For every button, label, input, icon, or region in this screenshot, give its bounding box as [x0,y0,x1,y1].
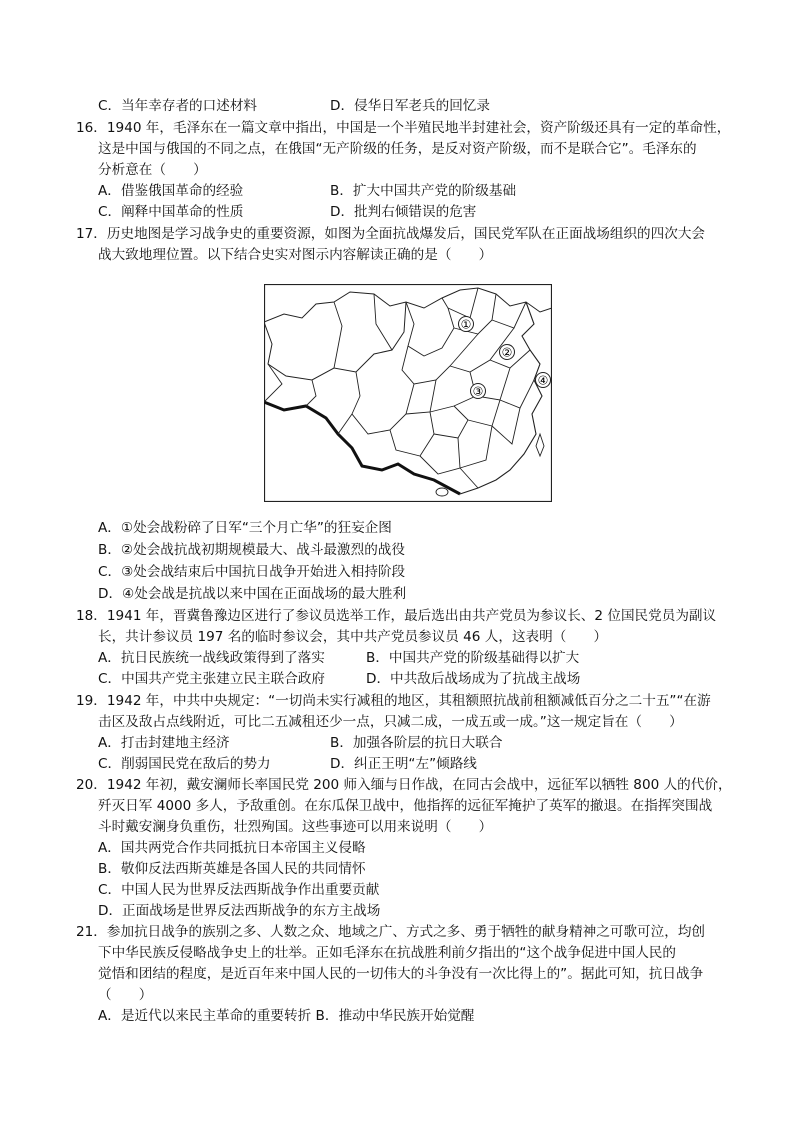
q21-stem-line-2: 下中华民族反侵略战争史上的壮举。正如毛泽东在抗战胜利前夕指出的“这个战争促进中国人民的 [98,945,676,961]
q21-stem-line-4: （ ） [98,987,153,1003]
q17-option-a: A．①处会战粉碎了日军“三个月亡华”的狂妄企图 [98,520,392,536]
q16-stem-line-3: 分析意在（ ） [98,162,207,178]
q19-stem-line-1: 19．1942 年，中共中央规定：“一切尚未实行减租的地区，其租额照抗战前租额减低百分之二十五”“在游 [76,693,711,709]
q17-option-d: D．④处会战是抗战以来中国在正面战场的最大胜利 [98,586,407,602]
q18-stem-line-1: 18．1941 年，晋冀鲁豫边区进行了参议员选举工作，最后选出由共产党员为参议长、2 位国民党员为副议 [76,608,717,624]
q18-stem-line-2: 长，共计参议员 197 名的临时参议会，其中共产党员参议员 46 人，这表明（ ） [98,629,608,645]
q20-stem-line-3: 斗时戴安澜身负重伤，壮烈殉国。这些事迹可以用来说明（ ） [98,819,493,835]
q17-option-c: C．③处会战结束后中国抗日战争开始进入相持阶段 [98,564,406,580]
q21-stem-line-3: 觉悟和团结的程度，是近百年来中国人民的一切伟大的斗争没有一次比得上的”。据此可知，抗日战争 [98,966,704,982]
q20-option-a: A．国共两党合作共同抵抗日本帝国主义侵略 [98,840,366,856]
q19-stem-line-2: 击区及敌占点线附近，可比二五减租还少一点，只减二成，一成五或一成。”这一规定旨在（ ） [98,714,683,730]
map-marker-3 [471,384,486,399]
q18-option-b: B．中国共产党的阶级基础得以扩大 [366,650,580,666]
q21-options-a-b: A．是近代以来民主革命的重要转折 B．推动中华民族开始觉醒 [98,1008,475,1024]
q17-stem-line-1: 17．历史地图是学习战争史的重要资源，如图为全面抗战爆发后，国民党军队在正面战场组织的四次大会 [76,226,706,242]
map-marker-1 [459,317,474,332]
q20-option-d: D．正面战场是世界反法西斯战争的东方主战场 [98,903,381,919]
q20-stem-line-2: 歼灭日军 4000 多人，予敌重创。在东瓜保卫战中，他指挥的远征军掩护了英军的撤退。在指挥突围战 [98,798,713,814]
q20-option-b: B．敬仰反法西斯英雄是各国人民的共同情怀 [98,861,366,877]
q16-option-b: B．扩大中国共产党的阶级基础 [330,183,517,199]
svg-text:①: ① [460,317,472,332]
q20-option-c: C．中国人民为世界反法西斯战争作出重要贡献 [98,882,380,898]
q19-option-a: A．打击封建地主经济 [98,735,230,751]
svg-text:③: ③ [472,384,484,399]
q16-option-d: D．批判右倾错误的危害 [330,204,477,220]
map-marker-2 [500,345,515,360]
q20-stem-line-1: 20．1942 年初，戴安澜师长率国民党 200 师入缅与日作战，在同古会战中，远征军以牺牲 800 人的代价， [76,777,732,793]
q19-option-b: B．加强各阶层的抗日大联合 [330,735,503,751]
q21-stem-line-1: 21．参加抗日战争的族别之多、人数之众、地域之广、方式之多、勇于牺牲的献身精神之可歌可泣，均创 [76,924,706,940]
q18-option-c: C．中国共产党主张建立民主联合政府 [98,671,325,687]
q17-stem-line-2: 战大致地理位置。以下结合史实对图示内容解读正确的是（ ） [98,247,493,263]
q16-option-a: A．借鉴俄国革命的经验 [98,183,244,199]
q19-option-d: D．纠正王明“左”倾路线 [330,756,477,772]
q19-option-c: C．削弱国民党在敌后的势力 [98,756,271,772]
q15-option-c: C．当年幸存者的口述材料 [98,98,258,114]
q16-option-c: C．阐释中国革命的性质 [98,204,244,220]
q17-option-b: B．②处会战抗战初期规模最大、战斗最激烈的战役 [98,542,405,558]
q15-option-d: D．侵华日军老兵的回忆录 [330,98,490,114]
q16-stem-line-1: 16．1940 年，毛泽东在一篇文章中指出，中国是一个半殖民地半封建社会，资产阶级还具有一定的革命性， [76,120,731,136]
q16-stem-line-2: 这是中国与俄国的不同之点，在俄国“无产阶级的任务，是反对资产阶级，而不是联合它”。毛泽东的 [98,141,697,157]
svg-text:②: ② [501,345,513,360]
map-marker-4 [536,373,551,388]
svg-text:④: ④ [537,373,549,388]
q18-option-a: A．抗日民族统一战线政策得到了落实 [98,650,325,666]
q18-option-d: D．中共敌后战场成为了抗战主战场 [366,671,581,687]
china-battle-map [264,284,552,502]
